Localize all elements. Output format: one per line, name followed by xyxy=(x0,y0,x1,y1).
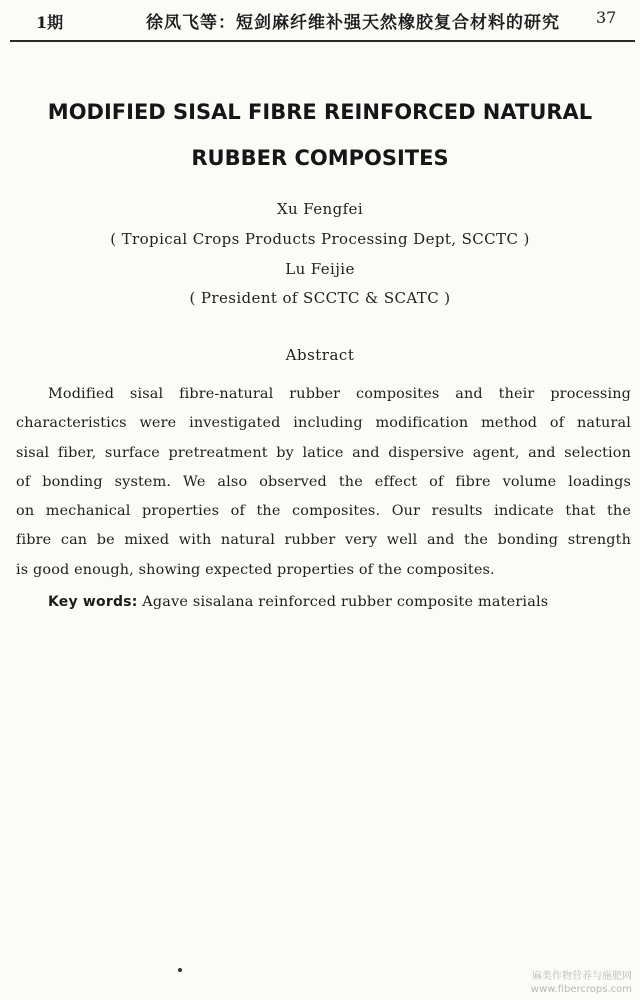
abstract-line: fibre can be mixed with natural rubber very well and the bonding strength xyxy=(16,532,631,549)
running-header xyxy=(0,0,640,44)
watermark-line-2: www.fibercrops.com xyxy=(530,984,632,995)
author-2: Lu Feijie xyxy=(285,260,355,278)
watermark-line-1: 麻类作物营养与施肥网 xyxy=(532,971,632,982)
abstract-line: characteristics were investigated including modification method of natural xyxy=(16,415,631,432)
affiliation-2: ( President of SCCTC & SCATC ) xyxy=(189,289,451,307)
abstract-line: on mechanical properties of the composites. Our results indicate that the xyxy=(16,503,631,520)
abstract-line: of bonding system. We also observed the effect of fibre volume loadings xyxy=(16,473,631,490)
author-1: Xu Fengfei xyxy=(276,200,364,218)
keywords-label: Key words: xyxy=(48,594,138,610)
running-title: 徐凤飞等：短剑麻纤维补强天然橡胶复合材料的研究 xyxy=(146,13,560,33)
watermark xyxy=(531,970,632,996)
abstract-heading: Abstract xyxy=(285,346,355,364)
issue-label: 1期 xyxy=(36,13,64,32)
abstract-line: is good enough, showing expected properties of the composites. xyxy=(16,561,495,578)
keywords xyxy=(48,594,548,610)
abstract-line: sisal fiber, surface pretreatment by latice and dispersive agent, and selection xyxy=(16,444,631,461)
abstract-line: Modified sisal fibre-natural rubber composites and their processing xyxy=(48,386,631,402)
page-dot xyxy=(178,968,182,972)
article-title-line-1: MODIFIED SISAL FIBRE REINFORCED NATURAL xyxy=(47,100,593,124)
affiliation-1: ( Tropical Crops Products Processing Dept, SCCTC ) xyxy=(110,230,530,248)
keywords-text: Agave sisalana reinforced rubber composite materials xyxy=(142,594,549,610)
article-title-line-2: RUBBER COMPOSITES xyxy=(191,146,449,170)
page-number: 37 xyxy=(596,8,617,27)
header-rule xyxy=(10,40,635,42)
abstract-body xyxy=(16,380,631,585)
